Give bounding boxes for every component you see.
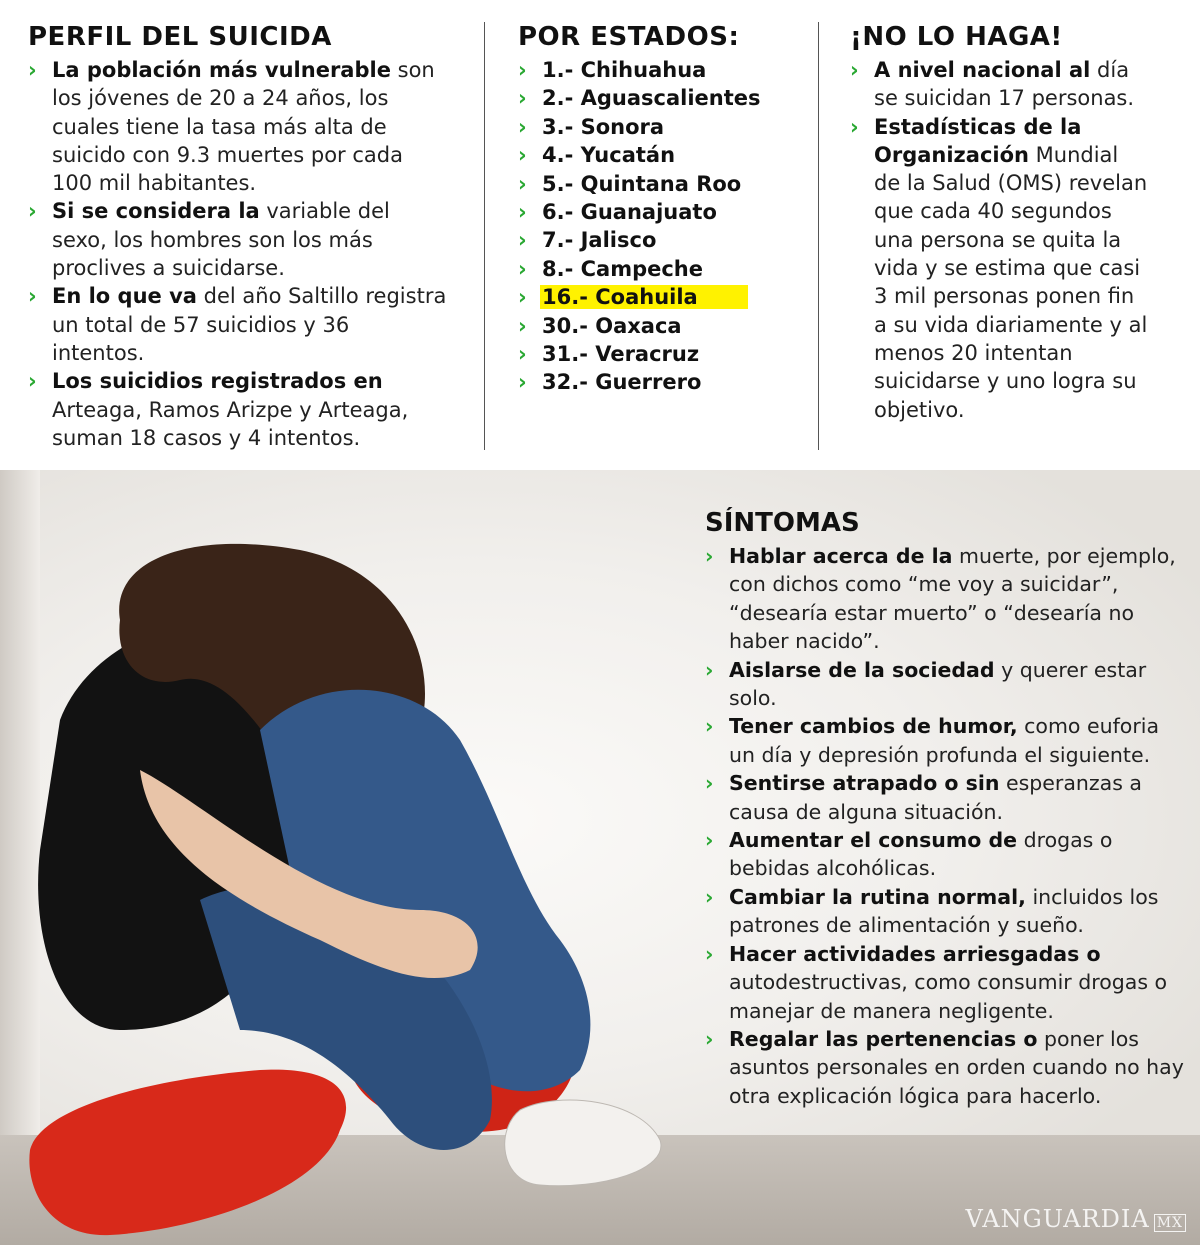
- nolohaga-title: ¡NO LO HAGA!: [850, 22, 1063, 52]
- sintomas-section: [705, 508, 1185, 1110]
- item-text: incluidos los patrones de alimentación y sueño.: [729, 884, 1159, 938]
- item-lead: Sentirse atrapado o sin: [729, 771, 1000, 796]
- nolohaga-list: [850, 56, 1150, 424]
- state-label: 30.- Oaxaca: [542, 313, 682, 338]
- chevron-right-icon: ›: [518, 114, 527, 139]
- state-item: [518, 84, 768, 112]
- item-lead: A nivel nacional al: [874, 58, 1091, 82]
- state-label: 5.- Quintana Roo: [542, 171, 742, 196]
- sintomas-list: [705, 542, 1185, 1110]
- state-item: [518, 226, 768, 254]
- chevron-right-icon: ›: [705, 884, 714, 909]
- item-text: autodestructivas, como consumir drogas o manejar de manera negligente.: [729, 970, 1168, 1023]
- chevron-right-icon: ›: [518, 256, 527, 281]
- item-lead: Estadísticas de la Organización: [874, 114, 1082, 167]
- estados-title: POR ESTADOS:: [518, 22, 740, 52]
- item-text: Arteaga, Ramos Arizpe y Arteaga, suman 18 casos y 4 intentos.: [52, 397, 409, 450]
- estados-list: [518, 56, 768, 397]
- perfil-list: [28, 56, 448, 452]
- chevron-right-icon: ›: [705, 828, 714, 853]
- sintomas-title: SÍNTOMAS: [705, 508, 860, 538]
- state-label: 3.- Sonora: [542, 114, 665, 139]
- state-label: 7.- Jalisco: [542, 228, 657, 253]
- item-text: variable del sexo, los hombres son los más proclives a suicidarse.: [52, 199, 390, 281]
- chevron-right-icon: ›: [28, 369, 37, 394]
- chevron-right-icon: ›: [705, 1026, 714, 1051]
- watermark-suffix: MX: [1154, 1214, 1186, 1232]
- state-label: 31.- Veracruz: [542, 342, 700, 367]
- state-item: [518, 198, 768, 226]
- chevron-right-icon: ›: [518, 313, 527, 338]
- chevron-right-icon: ›: [518, 58, 527, 82]
- state-item: [518, 368, 768, 396]
- state-label: 1.- Chihuahua: [542, 58, 707, 82]
- list-item: [705, 826, 1185, 883]
- vanguardia-watermark: [966, 1205, 1186, 1233]
- chevron-right-icon: ›: [518, 370, 527, 395]
- state-item: [518, 56, 768, 84]
- column-divider: [484, 22, 485, 450]
- list-item: [705, 883, 1185, 940]
- list-item: [705, 542, 1185, 656]
- watermark-name: VANGUARDIA: [965, 1205, 1150, 1233]
- item-lead: Regalar las pertenencias o: [729, 1026, 1038, 1051]
- list-item: [28, 197, 448, 282]
- item-text: como euforia un día y depresión profunda el siguiente.: [729, 714, 1160, 767]
- item-lead: Hablar acerca de la: [729, 544, 953, 568]
- item-text: esperanzas a causa de alguna situación.: [729, 771, 1142, 824]
- chevron-right-icon: ›: [518, 200, 527, 225]
- list-item: [850, 113, 1150, 424]
- state-item: [518, 170, 768, 198]
- item-text: y querer estar solo.: [729, 657, 1147, 711]
- estados-section: [518, 22, 768, 397]
- list-item: [705, 769, 1185, 826]
- chevron-right-icon: ›: [518, 342, 527, 367]
- item-lead: Aumentar el consumo de: [729, 828, 1018, 853]
- item-lead: Hacer actividades arriesgadas o: [729, 941, 1101, 966]
- item-lead: Aislarse de la sociedad: [729, 657, 995, 682]
- state-label: 8.- Campeche: [542, 256, 703, 281]
- list-item: [28, 282, 448, 367]
- state-label: 4.- Yucatán: [542, 143, 676, 168]
- chevron-right-icon: ›: [28, 58, 37, 82]
- item-lead: Tener cambios de humor,: [729, 714, 1018, 739]
- chevron-right-icon: ›: [28, 199, 37, 224]
- item-text: Mundial de la Salud (OMS) revelan que cada 40 segundos una persona se quita la vida y se estima que casi 3 mil personas ponen fin a su vida diariamente y al menos 20 intentan suicidarse y uno logra su objetivo.: [874, 142, 1148, 422]
- item-text: son los jóvenes de 20 a 24 años, los cuales tiene la tasa más alta de suicido con 9.3 muertes por cada 100 mil habitantes.: [52, 58, 435, 196]
- state-item: [518, 255, 768, 283]
- list-item: [705, 712, 1185, 769]
- state-item: [518, 340, 768, 368]
- item-lead: Cambiar la rutina normal,: [729, 884, 1026, 909]
- chevron-right-icon: ›: [518, 171, 527, 196]
- item-lead: La población más vulnerable: [52, 58, 391, 82]
- list-item: [850, 56, 1150, 113]
- list-item: [705, 1025, 1185, 1110]
- column-divider: [818, 22, 819, 450]
- list-item: [28, 56, 448, 197]
- chevron-right-icon: ›: [518, 228, 527, 253]
- perfil-title: PERFIL DEL SUICIDA: [28, 22, 332, 52]
- chevron-right-icon: ›: [705, 941, 714, 966]
- chevron-right-icon: ›: [518, 143, 527, 168]
- item-text: muerte, por ejemplo, con dichos como “me voy a suicidar”, “desearía estar muerto” o “desearía no haber nacido”.: [729, 544, 1176, 654]
- chevron-right-icon: ›: [518, 86, 527, 111]
- state-item: [518, 113, 768, 141]
- item-lead: Los suicidios registrados en: [52, 369, 383, 394]
- item-lead: Si se considera la: [52, 199, 260, 224]
- item-text: del año Saltillo registra un total de 57 suicidios y 36 intentos.: [52, 284, 447, 365]
- chevron-right-icon: ›: [705, 544, 714, 568]
- chevron-right-icon: ›: [705, 657, 714, 682]
- chevron-right-icon: ›: [850, 114, 859, 139]
- state-label: 2.- Aguascalientes: [542, 86, 761, 111]
- state-label: 16.- Coahuila: [540, 285, 748, 309]
- list-item: [705, 940, 1185, 1025]
- chevron-right-icon: ›: [705, 771, 714, 796]
- list-item: [28, 367, 448, 452]
- item-text: poner los asuntos personales en orden cuando no hay otra explicación lógica para hacerlo.: [729, 1026, 1184, 1108]
- item-lead: En lo que va: [52, 284, 197, 309]
- chevron-right-icon: ›: [518, 285, 527, 310]
- item-text: día se suicidan 17 personas.: [874, 58, 1135, 111]
- item-text: drogas o bebidas alcohólicas.: [729, 828, 1113, 881]
- list-item: [705, 656, 1185, 713]
- chevron-right-icon: ›: [850, 58, 859, 82]
- perfil-section: [28, 22, 448, 452]
- chevron-right-icon: ›: [28, 284, 37, 309]
- state-item-highlighted: [518, 283, 768, 311]
- state-label: 32.- Guerrero: [542, 370, 702, 395]
- nolohaga-section: [850, 22, 1150, 424]
- chevron-right-icon: ›: [705, 714, 714, 739]
- state-item: [518, 141, 768, 169]
- state-item: [518, 312, 768, 340]
- state-label: 6.- Guanajuato: [542, 200, 717, 225]
